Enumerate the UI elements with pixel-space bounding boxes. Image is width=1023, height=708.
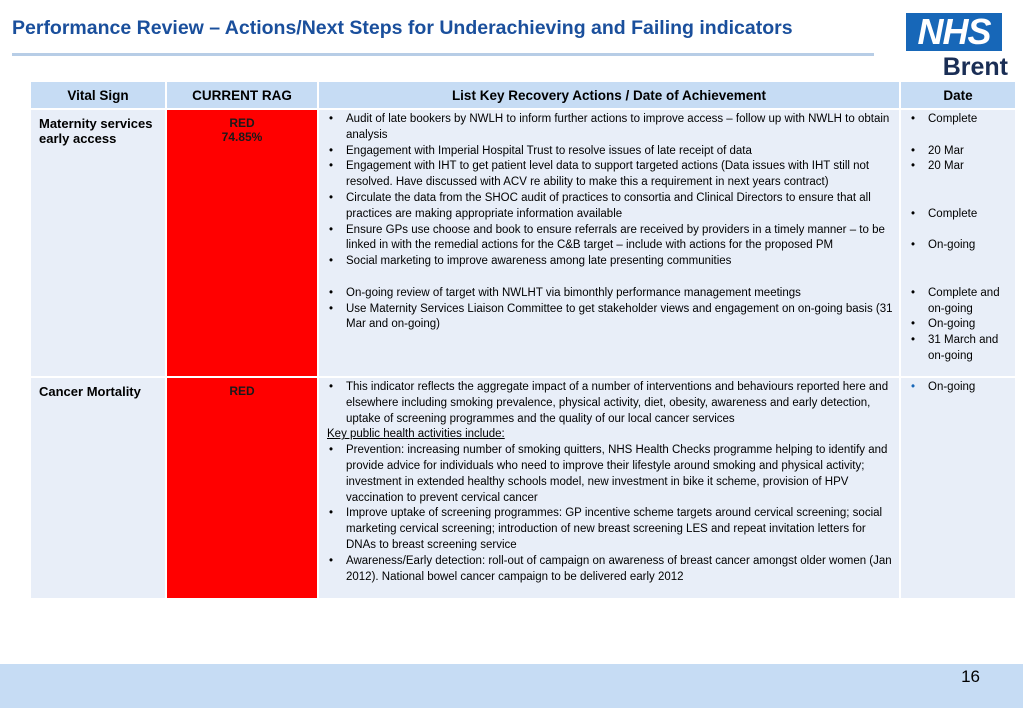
action-item: • Social marketing to improve awareness among late presenting communities — [327, 254, 893, 270]
date-item: • On-going — [909, 317, 1009, 333]
rag-cell-maternity — [166, 109, 318, 377]
activity-item: • Prevention: increasing number of smoking quitters, NHS Health Checks programme helping to identify and provide advice for individuals who need to improve their lifestyle around smoking and physical activity; investment in extended healthy schools model, new investment in bike it scheme, provision of HPV vaccination to prevent cervical cancer — [327, 443, 893, 506]
date-item: • Complete — [909, 207, 1009, 223]
table-row-maternity — [30, 109, 1016, 377]
action-item: • Engagement with Imperial Hospital Trust to resolve issues of late receipt of data — [327, 144, 893, 160]
action-item: • This indicator reflects the aggregate impact of a number of interventions and behaviours reported here and elsewhere including smoking prevalence, physical activity, diet, obesity, awareness and early detection, uptake of screening programmes and the quality of our local cancer services — [327, 380, 893, 427]
page-number: 16 — [961, 667, 980, 686]
date-item: • 20 Mar — [909, 159, 1009, 175]
activity-item: • Awareness/Early detection: roll-out of campaign on awareness of breast cancer amongst older women (Jan 2012). National bowel cancer campaign to be delivered early 2012 — [327, 554, 893, 586]
nhs-logo-subtitle: Brent — [942, 53, 1008, 81]
date-item: • 31 March and on-going — [909, 333, 1009, 365]
action-item: • On-going review of target with NWLHT via bimonthly performance management meetings — [327, 286, 893, 302]
dates-cancer — [900, 377, 1016, 599]
footer-bar — [0, 664, 1023, 708]
vital-sign-cancer: Cancer Mortality — [30, 377, 166, 599]
header-current-rag: CURRENT RAG — [166, 81, 318, 109]
date-item: • Complete and on-going — [909, 286, 1009, 318]
header-date: Date — [900, 81, 1016, 109]
actions-cancer — [318, 377, 900, 599]
date-item: • On-going — [909, 380, 1009, 396]
performance-table — [29, 80, 1017, 600]
header-recovery-actions: List Key Recovery Actions / Date of Achievement — [318, 81, 900, 109]
action-item: • Audit of late bookers by NWLH to inform further actions to improve access – follow up with NWLH to obtain analysis — [327, 112, 893, 144]
table-row-cancer — [30, 377, 1016, 599]
activities-heading: Key public health activities include: — [327, 428, 505, 441]
rag-status: RED — [229, 116, 255, 130]
title-underline — [12, 53, 874, 56]
table-header-row — [30, 81, 1016, 109]
header-vital-sign: Vital Sign — [30, 81, 166, 109]
nhs-logo: NHS — [906, 13, 1002, 51]
actions-maternity — [318, 109, 900, 377]
page-title: Performance Review – Actions/Next Steps for Underachieving and Failing indicators — [12, 17, 793, 39]
date-item: • Complete — [909, 112, 1009, 128]
action-item: • Circulate the data from the SHOC audit of practices to consortia and Clinical Directors to ensure that all practices are making appropriate information available — [327, 191, 893, 223]
date-item: • On-going — [909, 238, 1009, 254]
action-item: • Use Maternity Services Liaison Committee to get stakeholder views and engagement on on-going basis (31 Mar and on-going) — [327, 302, 893, 334]
action-item: • Ensure GPs use choose and book to ensure referrals are received by providers in a timely manner – to be linked in with the remedial actions for the C&B target – include with actions for the proposed PM — [327, 223, 893, 255]
rag-value: 74.85% — [221, 130, 263, 144]
date-item: • 20 Mar — [909, 144, 1009, 160]
dates-maternity — [900, 109, 1016, 377]
activity-item: • Improve uptake of screening programmes: GP incentive scheme targets around cervical screening; social marketing cervical screening; introduction of new breast screening LES and repeat invitation letters for DNAs to breast screening service — [327, 506, 893, 553]
vital-sign-maternity: Maternity services early access — [30, 109, 166, 377]
rag-cell-cancer — [166, 377, 318, 599]
action-item: • Engagement with IHT to get patient level data to support targeted actions (Data issues with IHT still not resolved. Have discussed with ACV re ability to make this a requirement in next years contract) — [327, 159, 893, 191]
rag-status: RED — [229, 384, 255, 398]
